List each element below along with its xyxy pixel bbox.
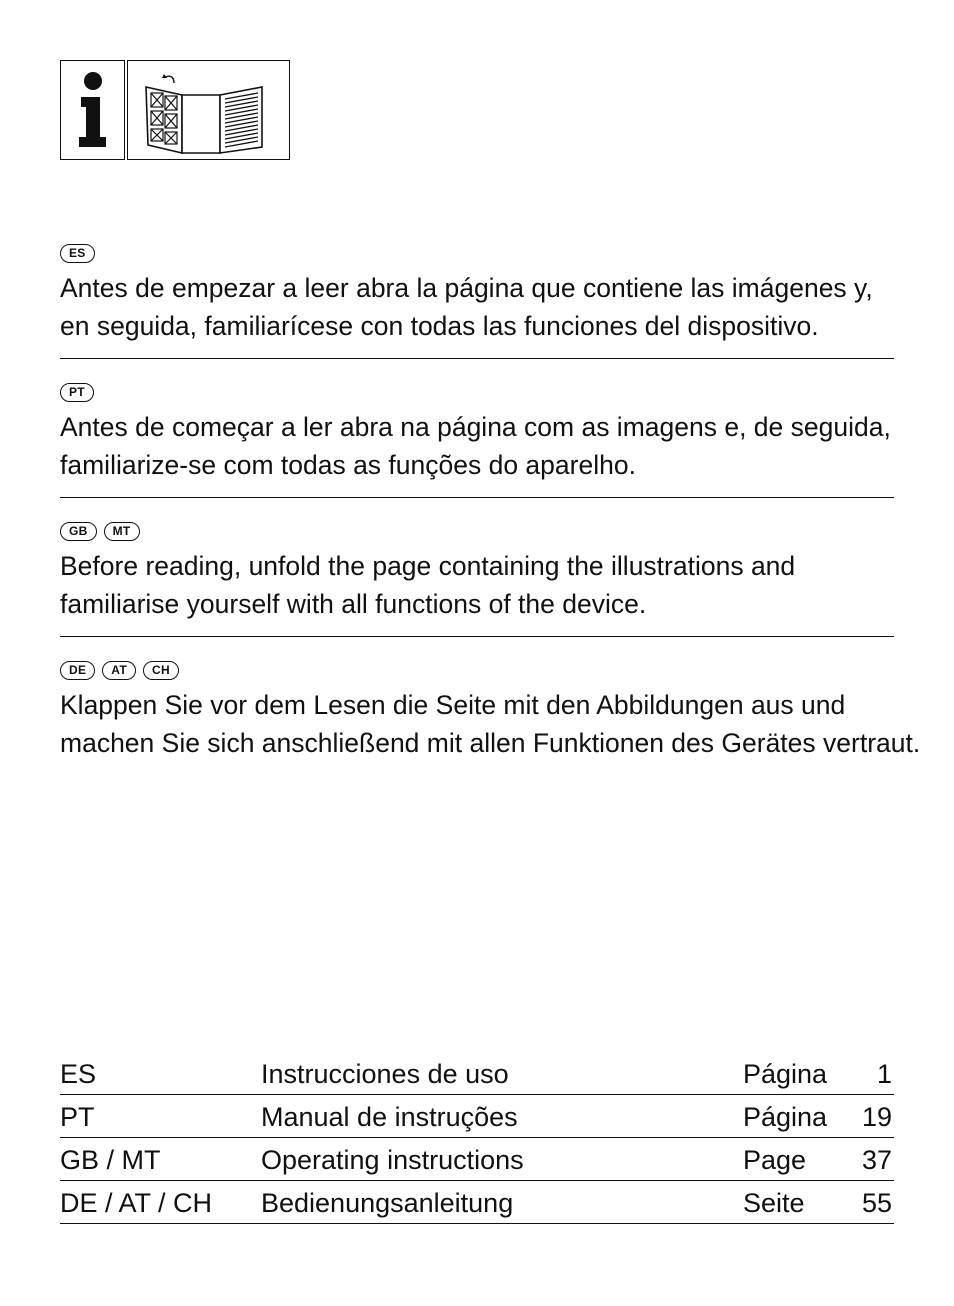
instruction-gb	[60, 520, 894, 623]
instruction-text-gb	[60, 547, 894, 623]
toc-row-de[interactable]	[60, 1181, 894, 1224]
toc-page-label: Página	[743, 1102, 828, 1132]
info-icon	[60, 60, 125, 160]
toc-title: Manual de instruções	[261, 1102, 518, 1132]
toc-title: Instrucciones de uso	[261, 1059, 509, 1089]
toc-page-label: Seite	[743, 1188, 805, 1218]
text-line: familiarize-se com todas as funções do aparelho.	[60, 450, 636, 480]
header-icons	[60, 60, 290, 160]
toc-page-number: 55	[861, 1188, 892, 1218]
text-line: en seguida, familiarícese con todas las funciones del dispositivo.	[60, 311, 819, 341]
lang-badge-gb: GB	[60, 522, 97, 541]
lang-badge-de: DE	[60, 661, 95, 680]
table-of-contents	[60, 1052, 894, 1224]
toc-row-pt[interactable]	[60, 1095, 894, 1138]
toc-page-number: 19	[861, 1102, 892, 1132]
toc-lang: PT	[60, 1102, 95, 1132]
text-line: Before reading, unfold the page containing the illustrations and	[60, 551, 796, 581]
text-line: machen Sie sich anschließend mit allen Funktionen des Gerätes vertraut.	[60, 728, 921, 758]
instruction-text-es	[60, 269, 894, 345]
toc-row-gb[interactable]	[60, 1138, 894, 1181]
divider	[60, 497, 894, 498]
instruction-es	[60, 242, 894, 345]
text-line: Antes de começar a ler abra na página com as imagens e, de seguida,	[60, 412, 891, 442]
toc-lang: DE / AT / CH	[60, 1188, 213, 1218]
lang-badge-at: AT	[102, 661, 136, 680]
toc-title: Operating instructions	[261, 1145, 524, 1175]
instruction-de	[60, 659, 921, 762]
toc-page-label: Page	[743, 1145, 807, 1175]
toc-lang: GB / MT	[60, 1145, 161, 1175]
instruction-text-pt	[60, 408, 894, 484]
instruction-pt	[60, 381, 894, 484]
toc-page-number: 1	[876, 1059, 892, 1089]
text-line: Klappen Sie vor dem Lesen die Seite mit den Abbildungen aus und	[60, 690, 846, 720]
lang-badge-mt: MT	[104, 522, 140, 541]
toc-page-number: 37	[861, 1145, 892, 1175]
instruction-text-de	[60, 686, 921, 762]
text-line: familiarise yourself with all functions of the device.	[60, 589, 647, 619]
divider	[60, 358, 894, 359]
lang-badge-ch: CH	[143, 661, 179, 680]
lang-badge-pt: PT	[60, 383, 94, 402]
lang-badge-es: ES	[60, 244, 95, 263]
toc-page-label: Página	[743, 1059, 828, 1089]
divider	[60, 636, 894, 637]
toc-title: Bedienungsanleitung	[261, 1188, 514, 1218]
unfold-page-icon	[127, 60, 290, 160]
toc-row-es[interactable]	[60, 1052, 894, 1095]
text-line: Antes de empezar a leer abra la página que contiene las imágenes y,	[60, 273, 873, 303]
toc-lang: ES	[60, 1059, 97, 1089]
